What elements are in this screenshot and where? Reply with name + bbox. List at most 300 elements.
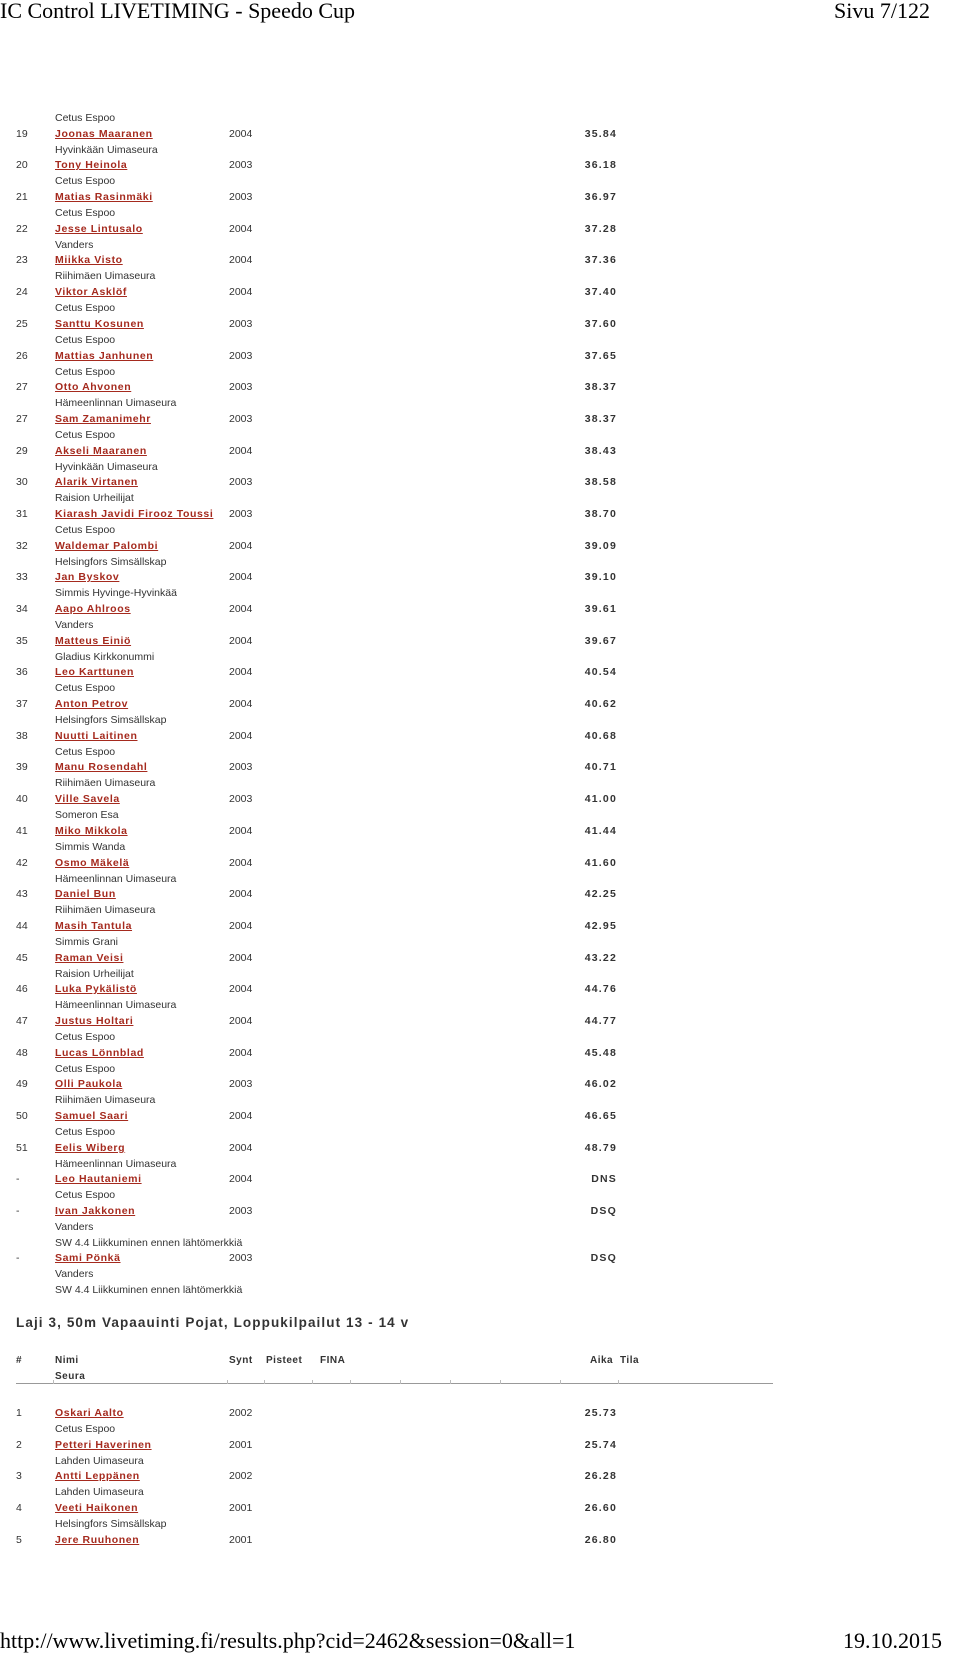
birth-year: 2004: [229, 539, 253, 552]
club-name: Hyvinkään Uimaseura: [55, 460, 158, 473]
swimmer-link[interactable]: Raman Veisi: [55, 951, 124, 964]
club-name: Riihimäen Uimaseura: [55, 1094, 156, 1107]
club-line: [0, 649, 960, 665]
club-line: [0, 775, 960, 791]
result-row: [0, 443, 960, 459]
club-name: Cetus Espoo: [55, 112, 116, 124]
result-row: [0, 157, 960, 173]
result-time: 41.44: [584, 824, 617, 837]
club-line: [0, 1156, 960, 1172]
birth-year: 2003: [229, 1252, 253, 1265]
birth-year: 2002: [229, 1470, 253, 1483]
club-line: [0, 1092, 960, 1108]
rank: 29: [16, 444, 28, 457]
birth-year: 2004: [229, 888, 253, 901]
club-name: Vanders: [55, 619, 94, 631]
rank: 46: [16, 983, 28, 996]
rank: 4: [16, 1502, 22, 1515]
rank: 41: [16, 824, 28, 837]
event-title: Laji 3, 50m Vapaauinti Pojat, Loppukilpailut 13 - 14 v: [16, 1315, 410, 1330]
rank: 34: [16, 603, 28, 615]
results-list-a: [0, 110, 960, 1298]
results-rows-a: [0, 126, 960, 1298]
club-line: [0, 427, 960, 443]
rank: 50: [16, 1110, 28, 1122]
col-header-rank: #: [16, 1355, 23, 1366]
rank: 32: [16, 539, 28, 552]
result-row: [0, 1468, 960, 1484]
rank: 35: [16, 634, 28, 647]
swimmer-link[interactable]: Anton Petrov: [55, 698, 129, 711]
rank: 51: [16, 1141, 28, 1154]
club-line: [0, 300, 960, 316]
rank: 39: [16, 761, 28, 774]
rank: -: [16, 1252, 20, 1265]
column-tick: [227, 1380, 228, 1384]
result-time: 36.97: [584, 191, 617, 204]
swimmer-link[interactable]: Sami Pönkä: [55, 1252, 121, 1265]
rank: 45: [16, 951, 28, 964]
result-time: 38.37: [584, 412, 617, 425]
birth-year: 2004: [229, 698, 253, 711]
result-time: 37.60: [584, 317, 617, 330]
column-tick: [350, 1380, 351, 1384]
club-line: [0, 744, 960, 760]
birth-year: 2004: [229, 666, 253, 679]
club-name: Cetus Espoo: [55, 175, 116, 188]
rank: 33: [16, 571, 28, 584]
rank: 22: [16, 222, 28, 235]
club-line: [0, 1187, 960, 1203]
result-time: 37.36: [584, 254, 617, 267]
rank: 30: [16, 476, 28, 489]
result-row: [0, 379, 960, 395]
result-row: [0, 1437, 960, 1453]
result-time: DSQ: [590, 1205, 617, 1218]
result-time: DNS: [591, 1173, 617, 1186]
result-row: [0, 1171, 960, 1187]
birth-year: 2004: [229, 1173, 253, 1186]
club-name: Cetus Espoo: [55, 207, 116, 220]
swimmer-link[interactable]: Akseli Maaranen: [55, 444, 147, 457]
club-name: Lahden Uimaseura: [55, 1454, 144, 1467]
swimmer-link[interactable]: Leo Karttunen: [55, 666, 134, 679]
result-time: 38.43: [584, 444, 617, 457]
swimmer-link[interactable]: Santtu Kosunen: [55, 317, 144, 330]
birth-year: 2004: [229, 127, 253, 140]
swimmer-link[interactable]: Nuutti Laitinen: [55, 729, 138, 742]
result-row: [0, 1203, 960, 1219]
club-name: Cetus Espoo: [55, 428, 116, 441]
club-name: Cetus Espoo: [55, 745, 116, 758]
birth-year: 2003: [229, 1078, 253, 1091]
results-rows-b: [0, 1405, 960, 1548]
result-row: [0, 411, 960, 427]
result-time: 35.84: [584, 127, 617, 140]
result-row: [0, 1405, 960, 1421]
club-line: [0, 1266, 960, 1282]
result-row: [0, 1532, 960, 1548]
swimmer-link[interactable]: Masih Tantula: [55, 919, 133, 932]
club-name: Cetus Espoo: [55, 1189, 116, 1202]
birth-year: 2004: [229, 919, 253, 932]
result-time: 46.02: [584, 1078, 617, 1091]
result-time: DSQ: [590, 1252, 617, 1265]
club-name: Cetus Espoo: [55, 365, 116, 378]
club-name: Hämeenlinnan Uimaseura: [55, 999, 177, 1012]
birth-year: 2004: [229, 222, 253, 235]
result-row: [0, 823, 960, 839]
result-row: [0, 664, 960, 680]
result-time: 48.79: [584, 1141, 617, 1154]
result-row: [0, 506, 960, 522]
rank: 44: [16, 919, 28, 932]
swimmer-link[interactable]: Viktor Asklöf: [55, 286, 127, 299]
club-name: Raision Urheilijat: [55, 492, 134, 505]
birth-year: 2003: [229, 793, 253, 806]
club-name: Hyvinkään Uimaseura: [55, 143, 158, 156]
swimmer-link[interactable]: Aapo Ahlroos: [55, 603, 131, 615]
club-name: Someron Esa: [55, 809, 119, 822]
club-line: [0, 554, 960, 570]
result-time: 39.61: [584, 603, 617, 615]
club-name: Gladius Kirkkonummi: [55, 650, 155, 663]
rank: 42: [16, 856, 28, 869]
result-row: [0, 728, 960, 744]
birth-year: 2004: [229, 634, 253, 647]
swimmer-link[interactable]: Ivan Jakkonen: [55, 1205, 136, 1218]
result-row: [0, 981, 960, 997]
rank: 25: [16, 317, 28, 330]
column-tick: [312, 1380, 313, 1384]
club-name: Helsingfors Simsällskap: [55, 555, 167, 568]
rank: 20: [16, 159, 28, 172]
page-url: http://www.livetiming.fi/results.php?cid=2462&session=0&all=1: [0, 1628, 576, 1653]
birth-year: 2003: [229, 761, 253, 774]
result-row: [0, 1140, 960, 1156]
result-row: [0, 918, 960, 934]
result-row: [0, 1076, 960, 1092]
birth-year: 2001: [229, 1533, 253, 1546]
swimmer-link[interactable]: Mattias Janhunen: [55, 349, 154, 362]
birth-year: 2003: [229, 191, 253, 204]
result-time: 37.40: [584, 286, 617, 299]
rank: 31: [16, 507, 28, 520]
print-date: 19.10.2015: [843, 1628, 942, 1653]
club-line: [0, 1124, 960, 1140]
result-time: 40.71: [584, 761, 617, 774]
club-line: [0, 395, 960, 411]
result-time: 41.60: [584, 856, 617, 869]
club-line: [0, 585, 960, 601]
note-line: [0, 1235, 960, 1251]
club-name: Cetus Espoo: [55, 523, 116, 536]
club-name: Cetus Espoo: [55, 1030, 116, 1043]
birth-year: 2004: [229, 983, 253, 996]
result-row: [0, 569, 960, 585]
column-tick: [560, 1380, 561, 1384]
club-line: [0, 871, 960, 887]
result-row: [0, 886, 960, 902]
col-header-points: Pisteet: [266, 1355, 303, 1366]
swimmer-link[interactable]: Otto Ahvonen: [55, 381, 132, 394]
club-name: Hämeenlinnan Uimaseura: [55, 872, 177, 885]
birth-year: 2004: [229, 286, 253, 299]
page-header-title: IC Control LIVETIMING - Speedo Cup: [0, 0, 356, 23]
club-line: [0, 522, 960, 538]
rank: -: [16, 1205, 20, 1218]
club-line: [0, 110, 960, 126]
swimmer-link[interactable]: Joonas Maaranen: [55, 127, 153, 140]
col-header-time: Aika: [590, 1355, 614, 1366]
rank: 5: [16, 1533, 22, 1546]
birth-year: 2004: [229, 824, 253, 837]
rank: 3: [16, 1470, 22, 1483]
swimmer-link[interactable]: Daniel Bun: [55, 888, 116, 901]
club-line: [0, 997, 960, 1013]
result-row: [0, 1045, 960, 1061]
birth-year: 2001: [229, 1502, 253, 1515]
swimmer-link[interactable]: Sam Zamanimehr: [55, 412, 151, 425]
club-name: Simmis Wanda: [55, 840, 126, 853]
result-time: 25.74: [584, 1438, 617, 1451]
birth-year: 2003: [229, 317, 253, 330]
result-row: [0, 696, 960, 712]
club-line: [0, 617, 960, 633]
col-header-fina: FINA: [320, 1355, 346, 1366]
swimmer-link[interactable]: Matias Rasinmäki: [55, 191, 153, 204]
swimmer-link[interactable]: Jesse Lintusalo: [55, 222, 143, 235]
birth-year: 2001: [229, 1438, 253, 1451]
swimmer-link[interactable]: Eelis Wiberg: [55, 1141, 126, 1154]
rank: 37: [16, 698, 28, 711]
birth-year: 2004: [229, 856, 253, 869]
swimmer-link[interactable]: Olli Paukola: [55, 1078, 123, 1091]
result-row: [0, 126, 960, 142]
result-row: [0, 759, 960, 775]
result-time: 39.10: [584, 571, 617, 584]
result-time: 26.28: [584, 1470, 617, 1483]
result-time: 26.60: [584, 1502, 617, 1515]
birth-year: 2003: [229, 1205, 253, 1218]
club-name: Helsingfors Simsällskap: [55, 1518, 167, 1531]
club-line: [0, 1219, 960, 1235]
swimmer-link[interactable]: Lucas Lönnblad: [55, 1046, 144, 1059]
rank: 27: [16, 381, 28, 394]
col-header-club: Seura: [55, 1371, 86, 1382]
birth-year: 2004: [229, 1110, 253, 1122]
club-name: Hämeenlinnan Uimaseura: [55, 1157, 177, 1170]
club-name: Vanders: [55, 238, 94, 251]
birth-year: 2004: [229, 603, 253, 615]
swimmer-link[interactable]: Manu Rosendahl: [55, 761, 148, 774]
club-line: [0, 1516, 960, 1532]
club-line: [0, 902, 960, 918]
column-tick: [450, 1380, 451, 1384]
club-line: [0, 1029, 960, 1045]
swimmer-link[interactable]: Luka Pykälistö: [55, 983, 137, 996]
club-line: [0, 205, 960, 221]
swimmer-link[interactable]: Waldemar Palombi: [55, 539, 159, 552]
note-line: [0, 1282, 960, 1298]
result-time: 44.77: [584, 1014, 617, 1027]
result-row: [0, 284, 960, 300]
club-line: [0, 1061, 960, 1077]
result-time: 46.65: [584, 1110, 617, 1122]
club-line: [0, 1421, 960, 1437]
swimmer-link[interactable]: Miikka Visto: [55, 254, 123, 267]
club-line: [0, 459, 960, 475]
swimmer-link[interactable]: Samuel Saari: [55, 1110, 129, 1122]
birth-year: 2004: [229, 254, 253, 267]
rank: 38: [16, 729, 28, 742]
birth-year: 2004: [229, 951, 253, 964]
rank: 48: [16, 1046, 28, 1059]
swimmer-link[interactable]: Osmo Mäkelä: [55, 856, 130, 869]
result-row: [0, 221, 960, 237]
club-name: Vanders: [55, 1268, 94, 1281]
column-tick: [400, 1380, 401, 1384]
club-name: Cetus Espoo: [55, 1423, 116, 1435]
column-tick: [264, 1380, 265, 1384]
club-line: [0, 490, 960, 506]
club-line: [0, 966, 960, 982]
rank: 49: [16, 1078, 28, 1091]
swimmer-link[interactable]: Tony Heinola: [55, 159, 128, 172]
club-line: [0, 712, 960, 728]
result-row: [0, 348, 960, 364]
swimmer-link[interactable]: Ville Savela: [55, 793, 120, 806]
club-name: Simmis Grani: [55, 935, 119, 948]
swimmer-link[interactable]: Miko Mikkola: [55, 824, 128, 837]
birth-year: 2003: [229, 159, 253, 172]
club-line: [0, 1484, 960, 1500]
birth-year: 2004: [229, 1046, 253, 1059]
result-time: 39.09: [584, 539, 617, 552]
club-line: [0, 1453, 960, 1469]
result-time: 25.73: [584, 1407, 617, 1419]
disqualification-note: SW 4.4 Liikkuminen ennen lähtömerkkiä: [55, 1236, 243, 1249]
club-line: [0, 268, 960, 284]
result-row: [0, 791, 960, 807]
club-name: Helsingfors Simsällskap: [55, 714, 167, 727]
birth-year: 2003: [229, 412, 253, 425]
result-row: [0, 601, 960, 617]
rank: 26: [16, 349, 28, 362]
rank: 36: [16, 666, 28, 679]
rank: 2: [16, 1438, 22, 1451]
birth-year: 2002: [229, 1407, 253, 1419]
result-time: 41.00: [584, 793, 617, 806]
col-header-status: Tila: [620, 1355, 640, 1366]
result-time: 39.67: [584, 634, 617, 647]
rank: -: [16, 1173, 20, 1186]
club-name: Riihimäen Uimaseura: [55, 777, 156, 790]
rank: 47: [16, 1014, 28, 1027]
birth-year: 2004: [229, 571, 253, 584]
birth-year: 2004: [229, 729, 253, 742]
club-line: [0, 839, 960, 855]
header-divider: [16, 1383, 773, 1384]
swimmer-link[interactable]: Leo Hautaniemi: [55, 1173, 142, 1186]
club-line: [0, 173, 960, 189]
birth-year: 2004: [229, 444, 253, 457]
result-time: 38.58: [584, 476, 617, 489]
rank: 24: [16, 286, 28, 299]
swimmer-link[interactable]: Petteri Haverinen: [55, 1438, 152, 1451]
swimmer-link[interactable]: Kiarash Javidi Firooz Toussi: [55, 507, 214, 520]
result-row: [0, 189, 960, 205]
result-row: [0, 474, 960, 490]
swimmer-link[interactable]: Jan Byskov: [55, 571, 120, 584]
birth-year: 2004: [229, 1014, 253, 1027]
club-line: [0, 680, 960, 696]
result-row: [0, 950, 960, 966]
swimmer-link[interactable]: Oskari Aalto: [55, 1407, 124, 1419]
result-row: [0, 855, 960, 871]
club-name: Lahden Uimaseura: [55, 1486, 144, 1499]
club-name: Hämeenlinnan Uimaseura: [55, 397, 177, 410]
result-time: 38.37: [584, 381, 617, 394]
birth-year: 2004: [229, 1141, 253, 1154]
club-name: Riihimäen Uimaseura: [55, 270, 156, 283]
results-list-b: [0, 1405, 960, 1548]
result-time: 45.48: [584, 1046, 617, 1059]
col-header-year: Synt: [229, 1355, 253, 1366]
swimmer-link[interactable]: Alarik Virtanen: [55, 476, 138, 489]
result-time: 40.62: [584, 698, 617, 711]
result-time: 40.68: [584, 729, 617, 742]
result-time: 36.18: [584, 159, 617, 172]
swimmer-link[interactable]: Jere Ruuhonen: [55, 1533, 140, 1546]
result-row: [0, 633, 960, 649]
result-time: 37.28: [584, 222, 617, 235]
disqualification-note: SW 4.4 Liikkuminen ennen lähtömerkkiä: [55, 1284, 243, 1297]
page-number: Sivu 7/122: [834, 0, 930, 23]
club-name: Cetus Espoo: [55, 333, 116, 346]
rank: 40: [16, 793, 28, 806]
result-time: 44.76: [584, 983, 617, 996]
result-time: 26.80: [584, 1533, 617, 1546]
swimmer-link[interactable]: Matteus Einiö: [55, 634, 132, 647]
result-time: 40.54: [584, 666, 617, 679]
result-time: 43.22: [584, 951, 617, 964]
rank: 27: [16, 412, 28, 425]
birth-year: 2003: [229, 476, 253, 489]
rank: 19: [16, 127, 28, 140]
club-line: [0, 237, 960, 253]
swimmer-link[interactable]: Antti Leppänen: [55, 1470, 140, 1483]
swimmer-link[interactable]: Justus Holtari: [55, 1014, 134, 1027]
birth-year: 2003: [229, 349, 253, 362]
result-time: 38.70: [584, 507, 617, 520]
club-line: [0, 807, 960, 823]
swimmer-link[interactable]: Veeti Haikonen: [55, 1502, 139, 1515]
club-line: [0, 332, 960, 348]
result-row: [0, 1500, 960, 1516]
result-row: [0, 1250, 960, 1266]
rank: 43: [16, 888, 28, 901]
club-name: Cetus Espoo: [55, 1062, 116, 1075]
club-name: Raision Urheilijat: [55, 967, 134, 980]
column-tick: [500, 1380, 501, 1384]
club-line: [0, 364, 960, 380]
column-tick: [53, 1380, 54, 1384]
column-tick: [618, 1380, 619, 1384]
rank: 21: [16, 191, 28, 204]
result-row: [0, 1013, 960, 1029]
result-row: [0, 1108, 960, 1124]
